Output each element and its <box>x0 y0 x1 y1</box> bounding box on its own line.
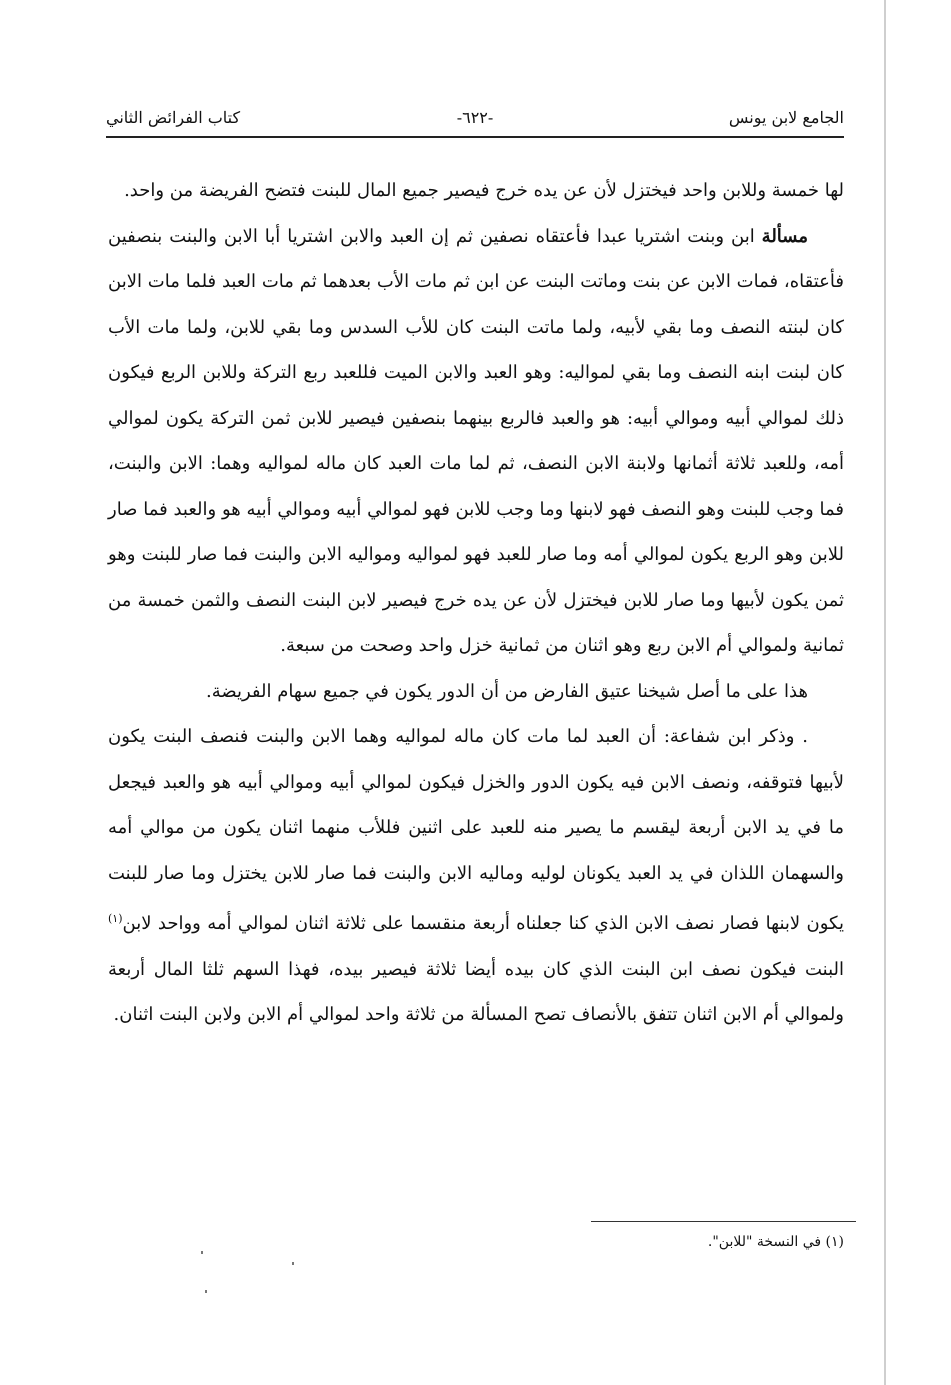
footnote-rule <box>591 1221 856 1222</box>
scan-speck <box>205 1290 207 1293</box>
paragraph-4-text-a: . وذكر ابن شفاعة: أن العبد لما مات كان ماله لمواليه وهما الابن والبنت فنصف البنت يكون لأبيها فتوقفه، ونصف الابن فيه يكون الدور والخزل فيكون لموالي أبيه وموالي أبيه هو والعبد فيجعل ما في يد الابن أربعة ليقسم ما يصير منه للعبد على اثنين فللأب منهما اثنان يكون من موالي أمه والسهمان اللذان في يد العبد يكونان لوليه وماليه الابن والبنت فما صار للابن يختزل وما صار للبنت يكون لابنها فصار نصف الابن الذي كنا جعلناه أربعة منقسما على ثلاثة اثنان لموالي أمه وواحد لابن <box>108 726 844 934</box>
page-number: -٦٢٢- <box>456 108 494 127</box>
scan-edge-line <box>884 0 886 1385</box>
paragraph-2 <box>108 214 844 669</box>
main-text <box>108 168 844 1038</box>
footnote: (١) في النسخة "للابن". <box>707 1234 844 1250</box>
book-title: الجامع لابن يونس <box>728 108 844 127</box>
running-header <box>106 104 844 132</box>
header-rule <box>106 136 844 138</box>
paragraph-1: لها خمسة وللابن واحد فيختزل لأن عن يده خرج فيصير جميع المال للبنت فتضح الفريضة من واحد. <box>124 180 844 201</box>
issue-term: مسألة <box>761 225 808 247</box>
paragraph-4 <box>108 714 844 1038</box>
scan-speck <box>292 1262 294 1265</box>
paragraph-2-text: ابن وبنت اشتريا عبدا فأعتقاه نصفين ثم إن العبد والابن اشتريا أبا الابن والبنت بنصفين فأعتقاه، فمات الابن عن بنت وماتت البنت عن ابن ثم مات الأب بعدهما ثم مات العبد فلما مات الابن كان لبنته النصف وما بقي لأبيه، ولما ماتت البنت كان للأب السدس وما بقي للابن، ولما مات الأب كان لبنت ابنه النصف وما بقي لمواليه: وهو العبد والابن الميت فللعبد ربع التركة وللابن الربع فيكون ذلك لموالي أبيه وموالي أبيه: هو والعبد فالربع بينهما بنصفين فيصير للابن ثمن التركة يكون لموالي أمه، وللعبد ثلاثة أثمانها ولابنة الابن النصف، ثم لما مات العبد كان ماله لمواليه وهما: الابن والبنت، فما وجب للبنت وهو النصف فهو لابنها وما وجب للابن فهو لموالي أبيه وموالي أبيه هو والعبد فما صار للابن وهو الربع يكون لموالي أمه وما صار للعبد فهو لمواليه ومواليه الابن والبنت فما صار للبنت وهو ثمن يكون لأبيها وما صار للابن فيختزل لأن عن يده خرج فيصير لابن البنت النصف والثمن خمسة من ثمانية ولموالي أم الابن ربع وهو اثنان من ثمانية خزل واحد وصحت من سبعة. <box>108 225 844 656</box>
chapter-title: كتاب الفرائض الثاني <box>106 108 241 127</box>
paragraph-3: هذا على ما أصل شيخنا عتيق الفارض من أن الدور يكون في جميع سهام الفريضة. <box>205 680 808 702</box>
scan-speck <box>201 1251 203 1254</box>
paragraph-4-text-b: البنت فيكون نصف ابن البنت الذي كان بيده أيضا ثلاثة فيصير بيده، فهذا السهم ثلثا المال أربعة ولموالي أم الابن اثنان تتفق بالأنصاف تصح المسألة من ثلاثة واحد لموالي أم الابن ولابن البنت اثنان. <box>108 958 844 1025</box>
footnote-marker: (١) <box>108 912 123 925</box>
